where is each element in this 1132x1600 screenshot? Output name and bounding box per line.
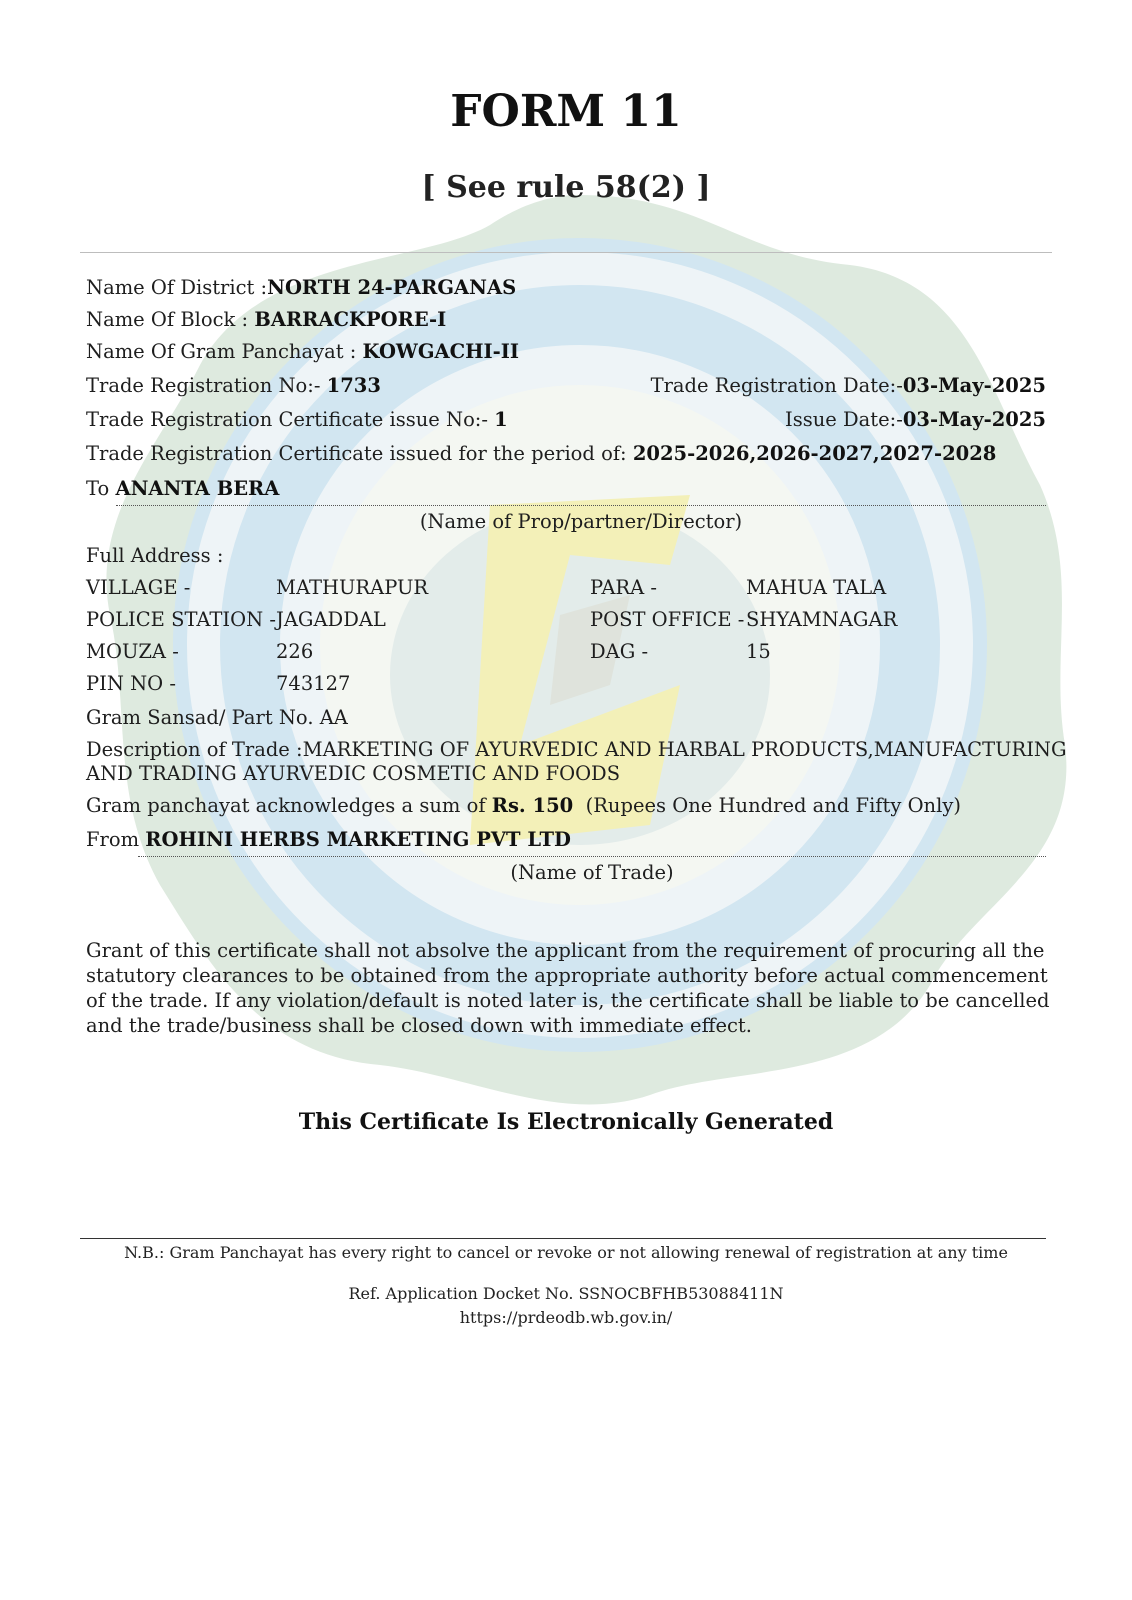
pin-label: PIN NO -	[86, 672, 176, 695]
to-row	[86, 477, 279, 501]
gp-label: Name Of Gram Panchayat :	[86, 340, 363, 363]
issue-date-value: 03-May-2025	[902, 408, 1046, 431]
form-title: FORM 11	[450, 86, 682, 137]
block-row	[86, 308, 446, 332]
dag-value: 15	[746, 640, 771, 663]
post-office-label: POST OFFICE -	[590, 608, 745, 631]
village-value: MATHURAPUR	[276, 576, 429, 599]
period-row	[86, 442, 996, 466]
from-label: From	[86, 828, 146, 851]
address-heading: Full Address :	[86, 544, 224, 567]
para-value: MAHUA TALA	[746, 576, 887, 599]
trade-reg-no-label: Trade Registration No:-	[86, 374, 327, 397]
trade-description-line2: AND TRADING AYURVEDIC COSMETIC AND FOODS	[86, 762, 621, 785]
para-label: PARA -	[590, 576, 657, 599]
trade-reg-date-label: Trade Registration Date:-	[650, 374, 903, 397]
docket-number: Ref. Application Docket No. SSNOCBFHB53088411N	[348, 1284, 784, 1303]
ack-words: (Rupees One Hundred and Fifty Only)	[585, 794, 961, 817]
footer-note: N.B.: Gram Panchayat has every right to cancel or revoke or not allowing renewal of registration at any time	[124, 1243, 1008, 1262]
trade-reg-no-row	[86, 374, 381, 398]
pin-value: 743127	[276, 672, 351, 695]
portal-url[interactable]: https://prdeodb.wb.gov.in/	[459, 1308, 673, 1327]
acknowledgement-row	[86, 794, 961, 818]
issue-date-row	[785, 408, 1046, 432]
electronic-generation-note: This Certificate Is Electronically Generated	[298, 1109, 834, 1135]
period-value: 2025-2026,2026-2027,2027-2028	[632, 442, 997, 465]
gp-value: KOWGACHI-II	[362, 340, 520, 363]
proprietor-dotted-line	[116, 505, 1046, 506]
cert-issue-no-row	[86, 408, 508, 432]
district-row	[86, 276, 516, 300]
trade-dotted-line	[138, 856, 1046, 857]
proprietor-caption: (Name of Prop/partner/Director)	[419, 510, 743, 533]
gram-panchayat-row	[86, 340, 519, 364]
issue-date-label: Issue Date:-	[785, 408, 903, 431]
trade-reg-date-row	[651, 374, 1046, 398]
gram-sansad: Gram Sansad/ Part No. AA	[86, 706, 348, 729]
police-station-label: POLICE STATION -	[86, 608, 276, 631]
trade-reg-date-value: 03-May-2025	[902, 374, 1046, 397]
trade-name: ROHINI HERBS MARKETING PVT LTD	[145, 828, 571, 851]
trade-description-line1: Description of Trade :MARKETING OF AYURVEDIC AND HARBAL PRODUCTS,MANUFACTURING	[86, 738, 1067, 761]
district-label: Name Of District :	[86, 276, 268, 299]
dag-label: DAG -	[590, 640, 649, 663]
period-label: Trade Registration Certificate issued for the period of:	[86, 442, 633, 465]
block-value: BARRACKPORE-I	[254, 308, 447, 331]
mouza-value: 226	[276, 640, 314, 663]
footer-divider	[80, 1238, 1046, 1239]
terms-paragraph: Grant of this certificate shall not absolve the applicant from the requirement of procuring all the statutory clearances to be obtained from the appropriate authority before actual commencement of the trade. If any violation/default is noted later is, the certificate shall be liable to be cancelled and the trade/business shall be closed down with immediate effect.	[86, 939, 1050, 1037]
from-row	[86, 828, 571, 852]
post-office-value: SHYAMNAGAR	[746, 608, 898, 631]
proprietor-name: ANANTA BERA	[115, 477, 280, 500]
header-divider	[80, 252, 1052, 253]
village-label: VILLAGE -	[86, 576, 191, 599]
cert-issue-no-label: Trade Registration Certificate issue No:-	[86, 408, 495, 431]
district-value: NORTH 24-PARGANAS	[267, 276, 517, 299]
ack-label: Gram panchayat acknowledges a sum of	[86, 794, 492, 817]
trade-caption: (Name of Trade)	[510, 861, 674, 884]
form-subtitle: [ See rule 58(2) ]	[421, 170, 711, 205]
ack-amount: Rs. 150	[491, 794, 574, 817]
to-label: To	[86, 477, 116, 500]
block-label: Name Of Block :	[86, 308, 255, 331]
trade-reg-no-value: 1733	[326, 374, 381, 397]
mouza-label: MOUZA -	[86, 640, 179, 663]
police-station-value: JAGADDAL	[276, 608, 386, 631]
cert-issue-no-value: 1	[494, 408, 508, 431]
